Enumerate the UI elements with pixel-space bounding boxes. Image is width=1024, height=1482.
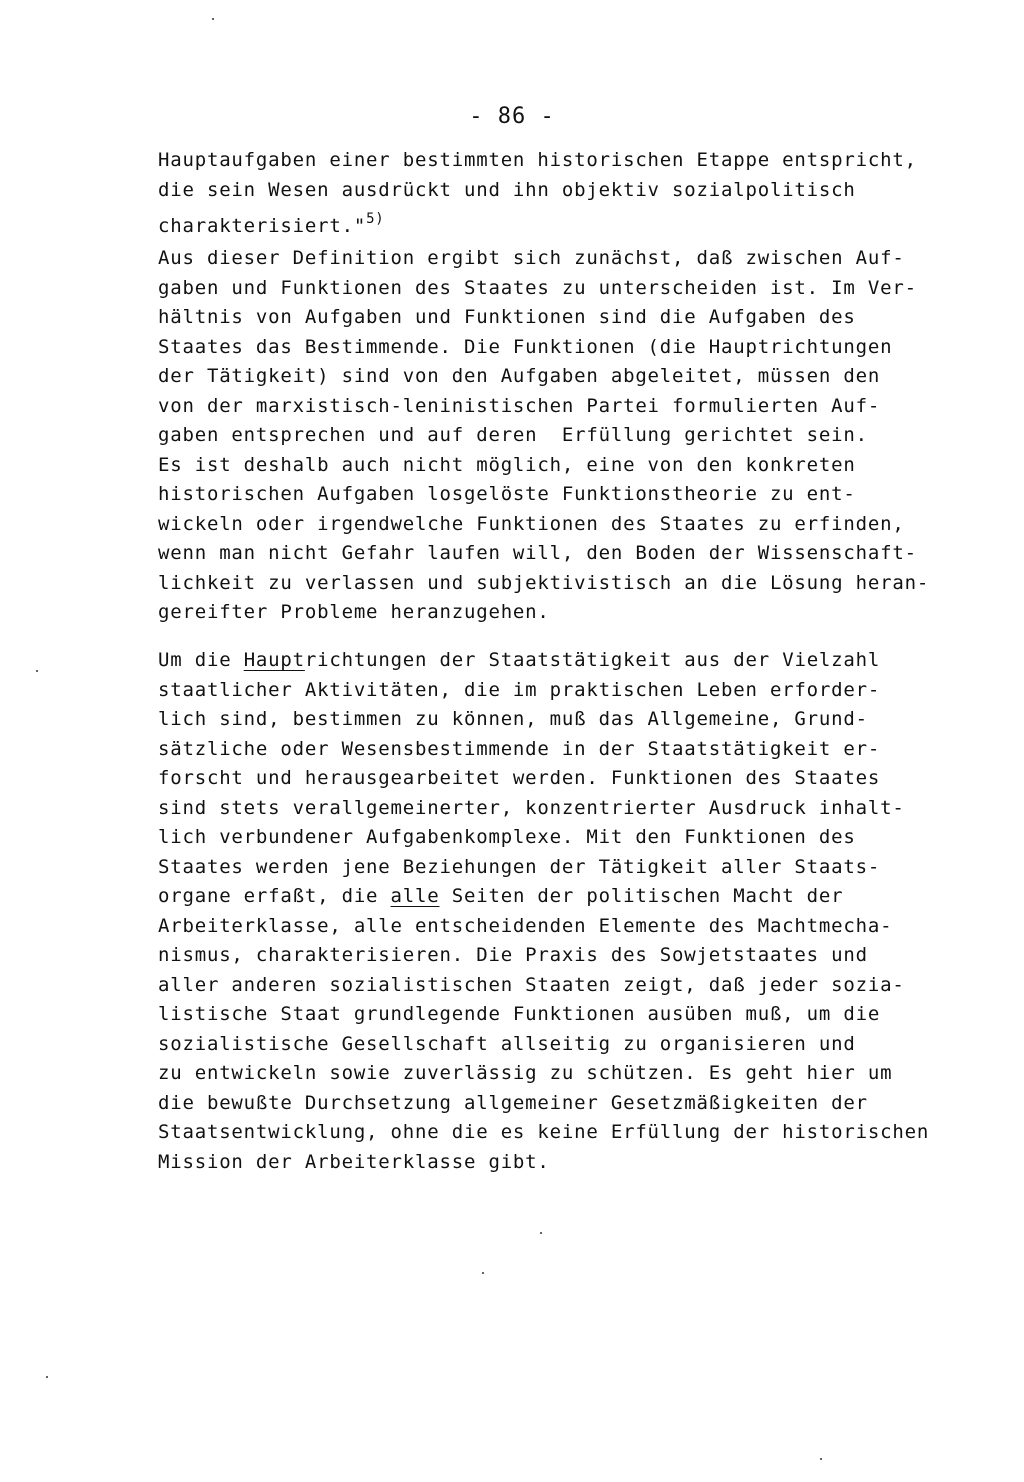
scan-speck — [46, 1376, 48, 1378]
text-line: hältnis von Aufgaben und Funktionen sind die Aufgaben des — [158, 306, 856, 328]
text-line: der Tätigkeit) sind von den Aufgaben abgeleitet, müssen den — [158, 365, 881, 387]
scan-speck — [540, 1232, 542, 1234]
text-line: die sein Wesen ausdrückt und ihn objektiv sozialpolitisch — [158, 178, 856, 201]
text-line: Staatsentwicklung, ohne die es keine Erfüllung der historischen — [158, 1121, 930, 1143]
text-line: lichkeit zu verlassen und subjektivistisch an die Lösung heran- — [158, 571, 930, 594]
text-line: Staates werden jene Beziehungen der Tätigkeit aller Staats- — [158, 855, 881, 878]
text-line: forscht und herausgearbeitet werden. Funktionen des Staates — [158, 767, 881, 789]
text-fragment: richtungen der Staatstätigkeit aus der Vielzahl — [304, 649, 881, 671]
text-line: zu entwickeln sowie zuverlässig zu schützen. Es geht hier um — [158, 1062, 893, 1084]
scan-speck — [482, 1272, 484, 1274]
text-line: gereifter Probleme heranzugehen. — [158, 601, 550, 623]
quote-end-text: charakterisiert." — [158, 215, 367, 237]
text-line: lich sind, bestimmen zu können, muß das Allgemeine, Grund- — [158, 708, 868, 730]
paragraph-main-directions — [158, 646, 958, 1177]
text-line: Mission der Arbeiterklasse gibt. — [158, 1150, 550, 1173]
scan-speck — [36, 670, 38, 672]
text-line — [158, 205, 958, 235]
text-line: listische Staat grundlegende Funktionen ausüben muß, um die — [158, 1003, 881, 1025]
scan-speck — [212, 18, 214, 20]
text-line: Aus dieser Definition ergibt sich zunächst, daß zwischen Auf- — [158, 247, 905, 269]
paragraph-definition — [158, 244, 958, 628]
underlined-word: Haupt — [243, 649, 305, 671]
page-number: - 86 - — [469, 104, 555, 129]
text-line: sozialistische Gesellschaft allseitig zu organisieren und — [158, 1032, 856, 1055]
text-line: Hauptaufgaben einer bestimmten historischen Etappe entspricht, — [158, 149, 917, 171]
text-line — [158, 882, 958, 912]
text-line: gaben entsprechen und auf deren Erfüllung gerichtet sein. — [158, 424, 868, 446]
text-line: die bewußte Durchsetzung allgemeiner Gesetzmäßigkeiten der — [158, 1091, 868, 1114]
text-line: von der marxistisch-leninistischen Partei formulierten Auf- — [158, 394, 881, 417]
text-fragment: Seiten der politischen Macht der — [439, 885, 844, 907]
scan-speck — [820, 1458, 822, 1460]
text-line: sind stets verallgemeinerter, konzentrierter Ausdruck inhalt- — [158, 796, 905, 819]
text-fragment: organe erfaßt, die — [158, 885, 391, 907]
text-line: lich verbundener Aufgabenkomplexe. Mit den Funktionen des — [158, 826, 856, 848]
text-line: nismus, charakterisieren. Die Praxis des Sowjetstaates und — [158, 944, 868, 966]
text-line: wenn man nicht Gefahr laufen will, den Boden der Wissenschaft- — [158, 542, 917, 564]
text-line: gaben und Funktionen des Staates zu unterscheiden ist. Im Ver- — [158, 276, 917, 299]
text-line: Staates das Bestimmende. Die Funktionen (die Hauptrichtungen — [158, 335, 893, 358]
text-fragment: Um die — [158, 649, 244, 671]
text-line — [158, 646, 958, 676]
text-line: Arbeiterklasse, alle entscheidenden Elemente des Machtmecha- — [158, 914, 893, 937]
text-line: Es ist deshalb auch nicht möglich, eine von den konkreten — [158, 453, 856, 476]
text-line: historischen Aufgaben losgelöste Funktionstheorie zu ent- — [158, 483, 856, 505]
text-line: sätzliche oder Wesensbestimmende in der Staatstätigkeit er- — [158, 737, 881, 760]
quote-continuation — [158, 146, 958, 235]
text-line: staatlicher Aktivitäten, die im praktischen Leben erforder- — [158, 678, 881, 701]
underlined-word: alle — [390, 885, 440, 907]
footnote-reference: 5) — [366, 211, 385, 227]
text-line: aller anderen sozialistischen Staaten zeigt, daß jeder sozia- — [158, 973, 905, 996]
text-line: wickeln oder irgendwelche Funktionen des Staates zu erfinden, — [158, 512, 905, 535]
